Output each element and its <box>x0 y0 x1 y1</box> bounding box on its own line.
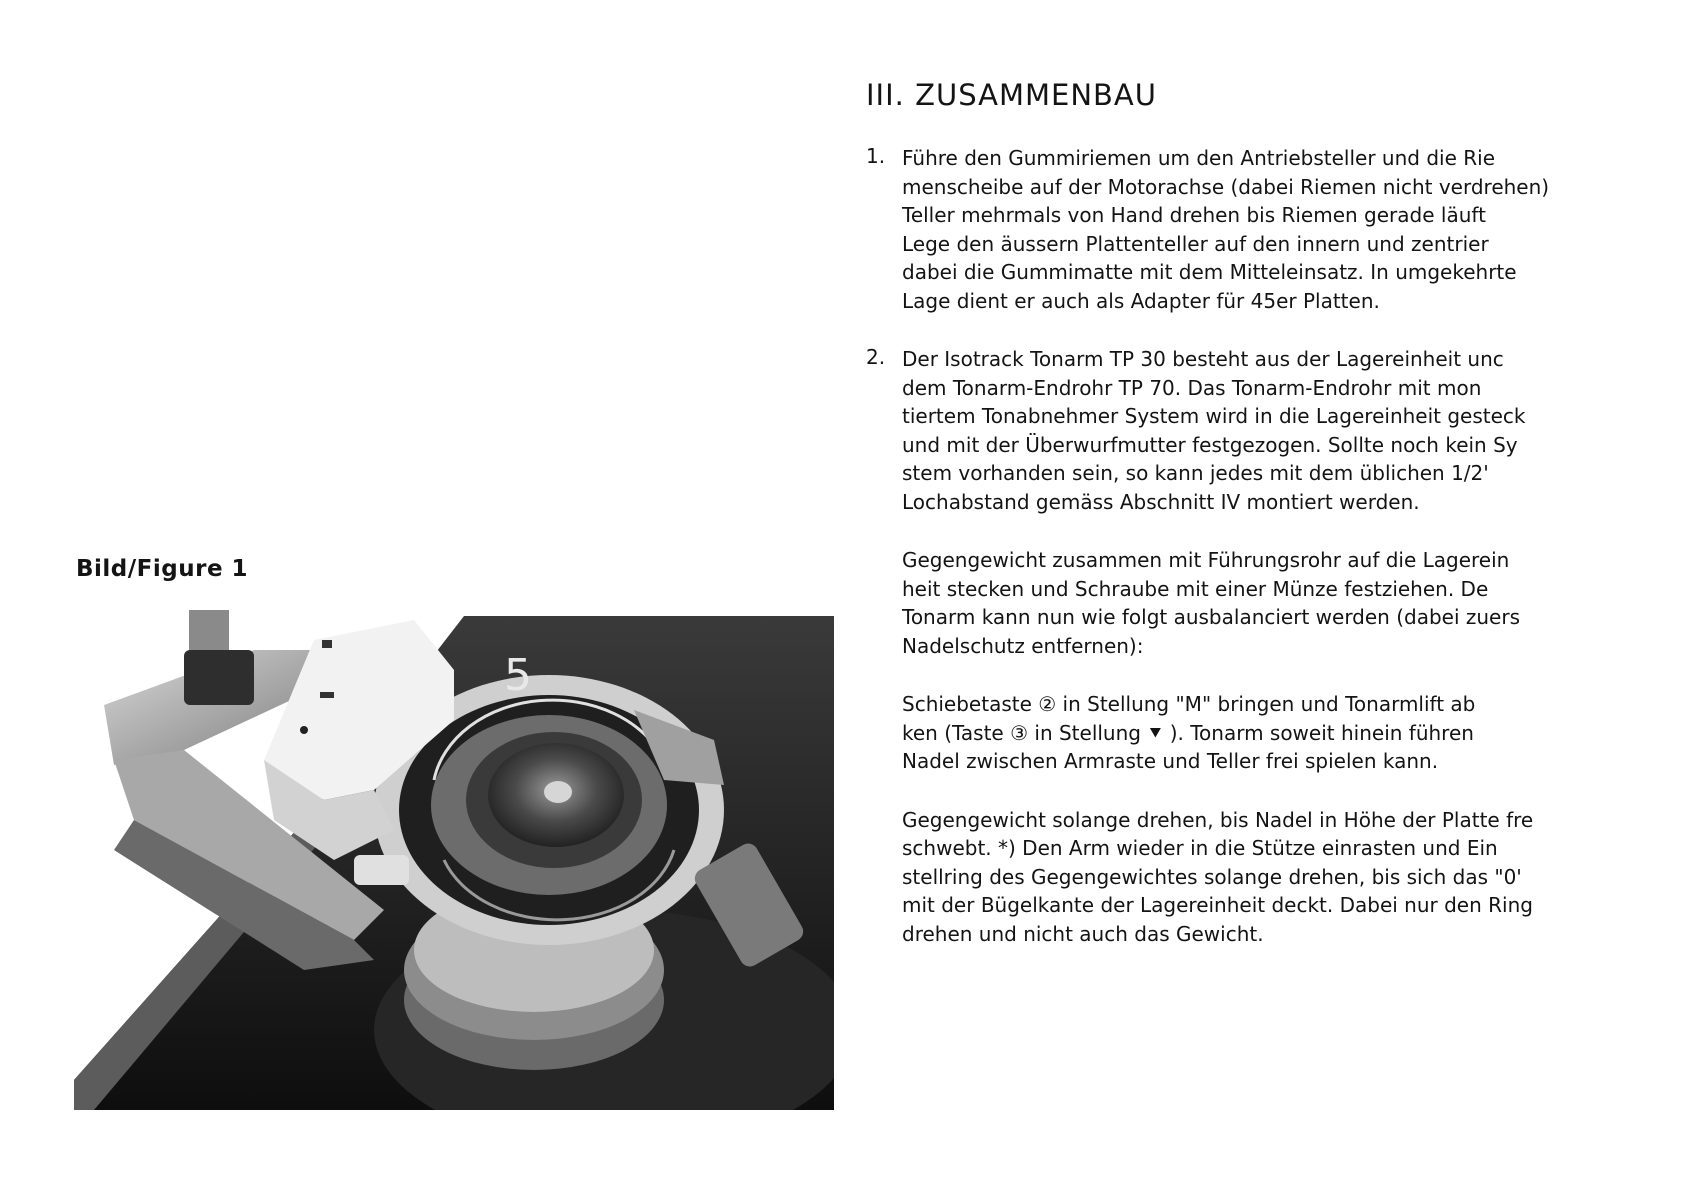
text-line: Führe den Gummiriemen um den Antriebsteller und die Rie <box>902 146 1496 170</box>
figure-caption: Bild/Figure 1 <box>76 556 249 582</box>
text-line: Gegengewicht solange drehen, bis Nadel in Höhe der Platte fre <box>902 807 1534 832</box>
text-line: Lege den äussern Plattenteller auf den innern und zentrier <box>902 231 1489 256</box>
step-number: 2. <box>866 345 886 369</box>
svg-text:5: 5 <box>504 650 532 701</box>
text-line: tiertem Tonabnehmer System wird in die Lagereinheit gesteck <box>902 404 1526 428</box>
text-line: Nadel zwischen Armraste und Teller frei spielen kann. <box>902 749 1439 773</box>
text-line: stem vorhanden sein, so kann jedes mit dem üblichen 1/2' <box>902 461 1489 485</box>
tonearm-photo <box>74 610 834 1110</box>
slider-paragraph <box>866 690 1626 776</box>
text-line: Tonarm kann nun wie folgt ausbalanciert werden (dabei zuers <box>902 605 1521 629</box>
text-line: dem Tonarm-Endrohr TP 70. Das Tonarm-Endrohr mit mon <box>902 375 1482 400</box>
text-line: Lage dient er auch als Adapter für 45er Platten. <box>902 288 1380 313</box>
text-line: menscheibe auf der Motorachse (dabei Riemen nicht verdrehen) <box>902 174 1550 199</box>
balance-paragraph <box>866 806 1626 949</box>
section-title: III. ZUSAMMENBAU <box>866 78 1157 112</box>
text-line: dabei die Gummimatte mit dem Mitteleinsatz. In umgekehrte <box>902 260 1517 284</box>
text-line: ken (Taste ③ in Stellung ⯆ ). Tonarm soweit hinein führen <box>902 720 1474 745</box>
text-line: Nadelschutz entfernen): <box>902 633 1144 658</box>
text-line: drehen und nicht auch das Gewicht. <box>902 921 1264 946</box>
text-line: Teller mehrmals von Hand drehen bis Riemen gerade läuft <box>902 203 1486 227</box>
text-line: Lochabstand gemäss Abschnitt IV montiert werden. <box>902 489 1420 514</box>
step-1 <box>866 144 1626 315</box>
text-line: schwebt. *) Den Arm wieder in die Stütze einrasten und Ein <box>902 836 1498 860</box>
text-line: mit der Bügelkante der Lagereinheit deckt. Dabei nur den Ring <box>902 893 1533 917</box>
text-line: Der Isotrack Tonarm TP 30 besteht aus der Lagereinheit unc <box>902 347 1504 371</box>
step-2 <box>866 345 1626 516</box>
text-line: heit stecken und Schraube mit einer Münze festziehen. De <box>902 576 1489 601</box>
step-number: 1. <box>866 144 886 168</box>
counterweight-paragraph <box>866 546 1626 660</box>
text-line: Schiebetaste ② in Stellung "M" bringen und Tonarmlift ab <box>902 692 1476 716</box>
assembly-section <box>866 78 1626 978</box>
text-line: und mit der Überwurfmutter festgezogen. Sollte noch kein Sy <box>902 432 1518 457</box>
text-line: stellring des Gegengewichtes solange drehen, bis sich das "0' <box>902 864 1522 889</box>
text-line: Gegengewicht zusammen mit Führungsrohr auf die Lagerein <box>902 548 1510 572</box>
